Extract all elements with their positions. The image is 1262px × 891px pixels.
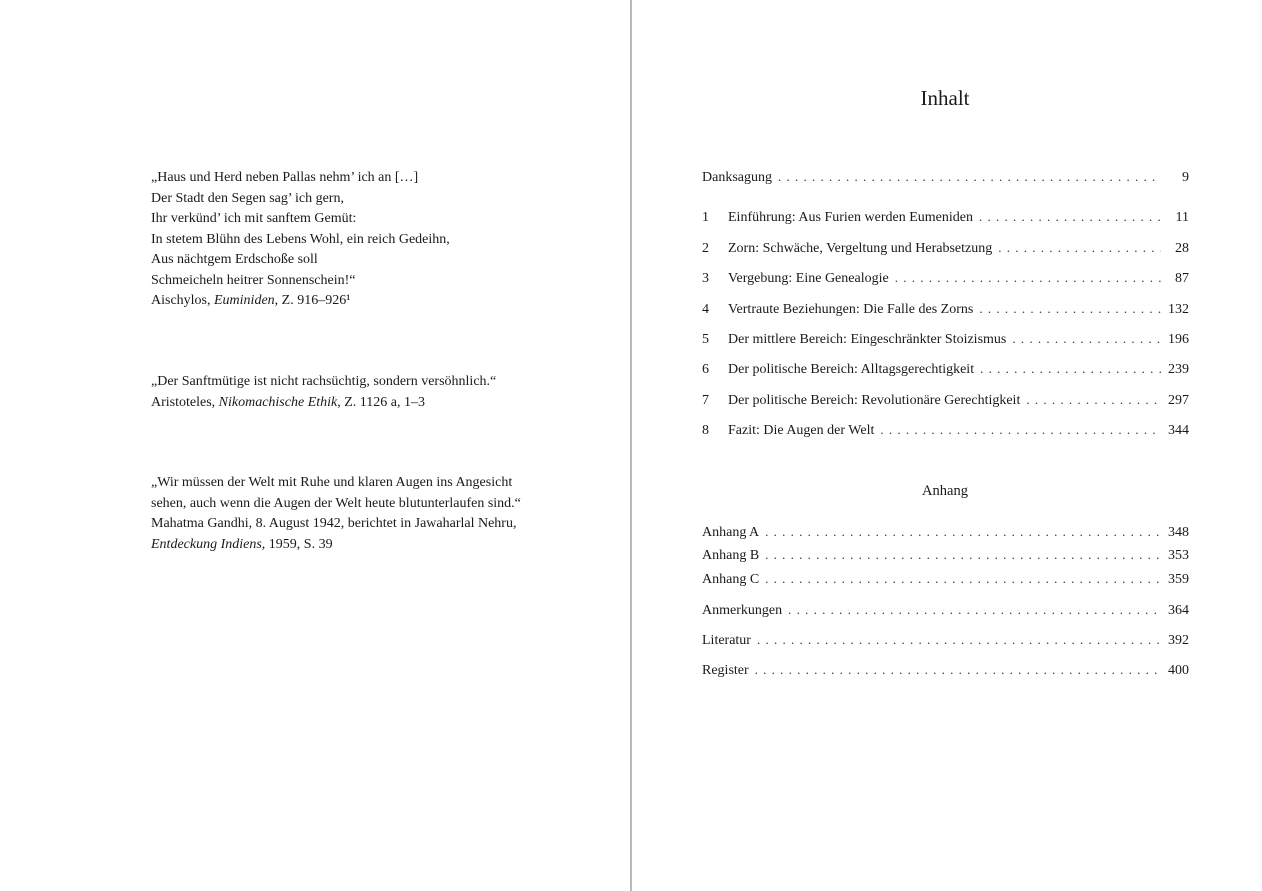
toc-entry-text: Register [702, 663, 749, 678]
appendix-heading: Anhang [922, 483, 968, 499]
toc-leader-dots [998, 238, 1161, 258]
toc-entry-text: Fazit: Die Augen der Welt [728, 423, 875, 438]
toc-chapter-number: 3 [702, 271, 709, 286]
toc-leader-dots [788, 600, 1161, 620]
epigraph-source: Aischylos, Euminiden, Z. 916–926¹ [151, 293, 351, 308]
toc-entry-literatur[interactable] [702, 630, 1189, 650]
toc-page-number: 364 [1168, 603, 1189, 618]
toc-entry-chapter-5[interactable] [702, 329, 1189, 349]
toc-leader-dots [895, 268, 1161, 288]
toc-chapter-number: 8 [702, 423, 709, 438]
toc-entry-chapter-4[interactable] [702, 299, 1189, 319]
toc-entry-anhang-a[interactable] [702, 522, 1189, 542]
epigraph-line: Der Stadt den Segen sag’ ich gern, [151, 190, 344, 206]
toc-entry-text: Zorn: Schwäche, Vergeltung und Herabsetzung [728, 241, 993, 256]
toc-chapter-number: 4 [702, 302, 709, 317]
toc-leader-dots [1026, 390, 1161, 410]
toc-chapter-number: 7 [702, 393, 709, 408]
toc-leader-dots [757, 630, 1161, 650]
toc-leader-dots [979, 207, 1161, 227]
toc-entry-text: Anhang A [702, 525, 760, 540]
epigraph-line: Ihr verkünd’ ich mit sanftem Gemüt: [151, 211, 357, 226]
toc-chapter-number: 2 [702, 241, 709, 256]
toc-entry-anhang-c[interactable] [702, 569, 1189, 589]
toc-page-number: 239 [1168, 362, 1189, 377]
epigraph-source: Aristoteles, Nikomachische Ethik, Z. 1126 a, 1–3 [151, 394, 425, 410]
toc-leader-dots [755, 660, 1161, 680]
toc-entry-text: Literatur [702, 633, 751, 648]
toc-chapter-number: 1 [702, 210, 709, 225]
toc-entry-text: Der mittlere Bereich: Eingeschränkter Stoizismus [728, 332, 1007, 347]
toc-page-number: 28 [1175, 241, 1189, 256]
toc-chapter-number: 6 [702, 362, 709, 377]
toc-page-number: 297 [1168, 393, 1189, 408]
toc-entry-text: Danksagung [702, 170, 772, 185]
toc-page-number: 9 [1182, 170, 1189, 185]
toc-page-number: 87 [1175, 271, 1189, 286]
toc-entry-text: Anhang C [702, 572, 760, 587]
toc-leader-dots [765, 545, 1161, 565]
epigraph-source-work: Euminiden [214, 293, 275, 308]
epigraph-line: Aus nächtgem Erdschoße soll [151, 252, 318, 267]
epigraph-source: Entdeckung Indiens, 1959, S. 39 [151, 536, 333, 552]
epigraph-line: In stetem Blühn des Lebens Wohl, ein reich Gedeihn, [151, 231, 450, 247]
toc-chapter-number: 5 [702, 332, 709, 347]
toc-entry-text: Anhang B [702, 548, 760, 563]
toc-page-number: 344 [1168, 423, 1189, 438]
toc-page-number: 196 [1168, 332, 1189, 347]
epigraph-gandhi [151, 473, 591, 555]
toc-entry-chapter-1[interactable] [702, 207, 1189, 227]
epigraph-source-work: Entdeckung Indiens [151, 536, 262, 552]
epigraph-line: „Haus und Herd neben Pallas nehm’ ich an […] [151, 170, 419, 185]
epigraph-aristoteles [151, 372, 591, 413]
toc-entry-text: Der politische Bereich: Alltagsgerechtigkeit [728, 362, 975, 377]
toc-entry-chapter-3[interactable] [702, 268, 1189, 288]
toc-entry-text: Vertraute Beziehungen: Die Falle des Zorns [728, 302, 974, 317]
toc-leader-dots [765, 522, 1161, 542]
epigraph-aischylos [151, 168, 591, 312]
toc-entry-chapter-8[interactable] [702, 420, 1189, 440]
toc-entry-text: Anmerkungen [702, 603, 783, 618]
toc-leader-dots [880, 420, 1161, 440]
epigraph-line: Schmeicheln heitrer Sonnenschein!“ [151, 272, 356, 288]
toc-entry-chapter-6[interactable] [702, 359, 1189, 379]
toc-entry-text: Der politische Bereich: Revolutionäre Gerechtigkeit [728, 393, 1021, 408]
epigraph-line: Mahatma Gandhi, 8. August 1942, berichtet in Jawaharlal Nehru, [151, 516, 517, 531]
toc-entry-text: Einführung: Aus Furien werden Eumeniden [728, 210, 973, 225]
epigraph-source-work: Nikomachische Ethik [218, 394, 338, 410]
epigraph-line: sehen, auch wenn die Augen der Welt heute blutunterlaufen sind.“ [151, 495, 521, 511]
toc-leader-dots [979, 299, 1161, 319]
toc-leader-dots [765, 569, 1161, 589]
toc-entry-anmerkungen[interactable] [702, 600, 1189, 620]
toc-page-number: 132 [1168, 302, 1189, 317]
epigraph-line: „Wir müssen der Welt mit Ruhe und klaren Augen ins Angesicht [151, 475, 513, 490]
toc-page-number: 353 [1168, 548, 1189, 563]
toc-page-number: 400 [1168, 663, 1189, 678]
toc-entry-text: Vergebung: Eine Genealogie [728, 271, 889, 286]
toc-entry-chapter-7[interactable] [702, 390, 1189, 410]
toc-page-number: 359 [1168, 572, 1189, 587]
toc-leader-dots [1012, 329, 1161, 349]
toc-page-number: 348 [1168, 525, 1189, 540]
toc-entry-chapter-2[interactable] [702, 238, 1189, 258]
toc-leader-dots [778, 167, 1161, 187]
toc-leader-dots [980, 359, 1161, 379]
epigraph-line: „Der Sanftmütige ist nicht rachsüchtig, sondern versöhnlich.“ [151, 374, 497, 389]
toc-entry-anhang-b[interactable] [702, 545, 1189, 565]
toc-title: Inhalt [920, 86, 970, 110]
right-page [632, 0, 1262, 891]
toc-entry-danksagung[interactable] [702, 167, 1189, 187]
toc-entry-register[interactable] [702, 660, 1189, 680]
toc-page-number: 392 [1168, 633, 1189, 648]
toc-page-number: 11 [1175, 210, 1189, 225]
left-page [0, 0, 630, 891]
